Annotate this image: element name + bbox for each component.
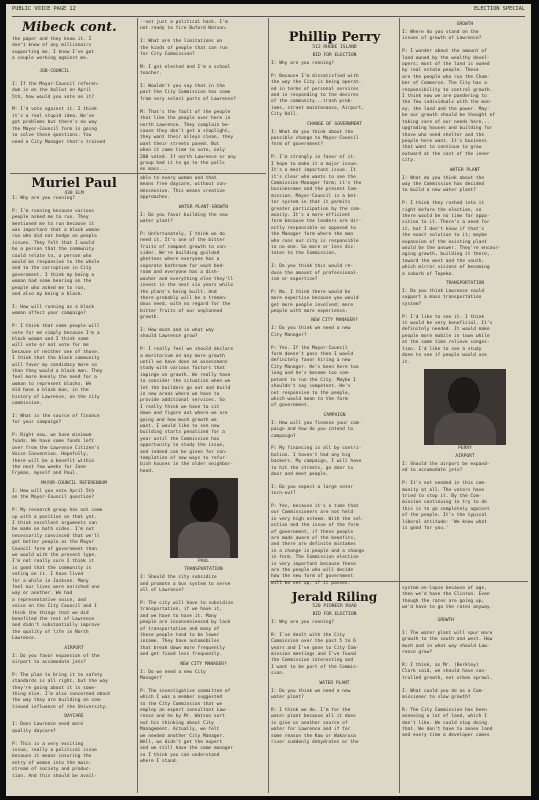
mibeck-body: the paper and they know it. I don't know of any millionairs supporting me. I know I've got a couple working against me. JOB-COUNCIL I: If the Mayor-Council referen- dum is on the ballot on April 5th, how would you vote on it? M: I'd vote against it. I think it's a real stupid idea. We've got problems but there's no way the Mayor-Council form is going to solve those questions. You need a City Manager that's trained — [12, 37, 106, 145]
page-header — [12, 6, 525, 17]
column-rule — [268, 18, 269, 793]
section-head-referendum: MAYOR-COUNCIL REFERENDUM — [41, 480, 107, 486]
perry-growth-body-2: I: What do you think about the way the Commission has decided to build a new water plant? P: I think they rushed into it right before the election, so there would be no time for oppo- sition to it. There's a need for it, but I don't know if that's the exact solution to it; maybe expansion of the existing plant would be the answer. They're encour- aging growth, building it there, toward the west and the south, which mirror visions of becoming a suburb of Topeka. — [402, 175, 501, 277]
phillip-perry-body-4: I: How will you finance your cam- paign and how do you intend to campaign? P: My financing is all by contri- bution. I haven't had any big backers. My campaign, I will have to hit the streets, go door to door and meet people. I: Do you expect a large voter turn-out? P: Yes, because it's a time that our Commissioners are not held in very high esteem. With the sel- ection and the issue of the form of government, if these people are made aware of the benefits, and there are definite mistakes in a change in people and a change in form. The Commission election is very important because these are the people who will decide how the new form of government will be set up, if it passes. — [271, 420, 365, 586]
section-head-airport: AIRPORT — [64, 645, 84, 651]
jerald-riling-body-1: I: Why are you running? R: I've dealt with the City Commission over the past 5 to 6 years and I've gone to City Com- mission meetings and I've found the Commission interesting and I want to be part of the Commis- sion. — [271, 620, 359, 677]
jerald-riling-article-continued — [402, 586, 528, 794]
phillip-perry-body-3: I: Do you think we need a new City Manager? P: Yes. If the Mayor-Council form doesn't pass then I would definitely favor hiring a new City Manager. He's been here too long and he's become too com- petent to run the City. Maybe I shouldn't say competent. He's not responsive to the people, which would mean to the form of government. — [271, 326, 359, 409]
jerald-riling-headline: Jerald Riling — [291, 590, 378, 604]
mibeck-headline: Mibeck cont. — [22, 20, 117, 35]
phillip-perry-article — [271, 20, 398, 586]
mibeck-article — [12, 20, 136, 172]
section-head-daycare: DAYCARE — [64, 714, 84, 720]
mibeck-continued-body: --not just a political hack. I'm not ready to fire Buford Watson. I: What are the limitations on the kinds of people that can run for City Commission? M: I got elected and I'm a school teacher. I: Wouldn't you say that in the past the City Commission has come from very select parts of Lawrence? M: That's the fault of the people that like the people over here in north Lawrence. They complain be- cause they don't get a stoplight, they want their alleys clean, they want their streets paved. But when it came time to vote, only 200 voted. If north Lawrence or any group had it to go to the polls en mass... — [140, 20, 236, 173]
muriel-paul-cont-body-4: I: Do we need a new City Manager? P: The investigative committee of which I was a member suggested to the City Commission that we employ an expert consultant Law- rence and he by Mr. Watson sort out his thinking about City Management. Actually, we felt we needed another City Manager. Well, we didn't get the expert and we still have the same manager so I think you can understand where I stand. — [140, 669, 234, 765]
portrait-head-shape — [190, 488, 218, 522]
jerald-riling-address: 520 PIONEER ROAD — [312, 604, 357, 609]
column-rule — [137, 18, 138, 793]
muriel-paul-article-continued — [140, 176, 267, 794]
perry-growth-body-1: I: Where do you stand on the issues of growth of Lawrence? P: I wonder about the amount of land owned by the wealthy devel- opers; most of the land is owned by real estate people. These are the people who run the Cham- ber of Commerce. The City has a responsibility to control growth. I think now we are pandering to the few individuals with the mon- ey, the land and the power. May- be our growth should be thought of taking care of our needs here... upgrading houses and building for those who need shelter and the people here want. It's business that want to continue to grow outward at the cost of the inner city. — [402, 30, 496, 164]
muriel-paul-body-4: I: Does Lawrence need more quality daycare? P: This is a very exciting issue, really a political issue because it means insuring the entry of women into the main- stream of society and produc- tion. And this should be avail- — [12, 722, 97, 779]
section-head-change-of-government: CHANGE OF GOVERNMENT — [307, 121, 362, 127]
perry-growth-body-3: I: Do you think Lawrence could support a mass transportation system? P: I'd like to see it. I think it would be very beneficial. It's definitely needed. It would make people more mobile in town while at the same time relieve conges- tion. I'd like to see a study done to see if people would use it. — [402, 289, 493, 365]
column-rule — [399, 18, 400, 793]
muriel-paul-article — [12, 176, 136, 794]
section-head-water-plant-growth: WATER PLANT-GROWTH — [178, 204, 229, 210]
jerald-riling-body-2: I: Do you think we need a new water plant? R: I think we do. I'm for the water plant because all it does is give us another source of water for Lawrence and if for some reason the Kaw or Wakarusa river suddenly dehydrates or the — [271, 688, 359, 745]
muriel-paul-body-1: I: Why are you running? P: I'm running because various people asked me to run. They mentioned me to run because it was important that a black woman run who did not hedge on people issues. They felt that I would be a person that the community could relate to, a person who would be responsive to the whole and to the corruption in City government. I think my being a woman had some bearing on the people who asked me to run, and also my being a black. I: How will running as a black woman affect your campaign? P: I think that some people will vote for me simply because I'm a black woman and I think some will vote or not vote for me because of neither one of those. I think that the black community will favor my candidacy more so than they would a black man. They feel more keenly the need for a woman to represent blacks. We did have a black man, in the history of Lawrence, on the city commission. I: What is the source of finance for your campaign? P: Right now, we have minimum funds. We have some funds left over from the Lawrence Citizen's Voice Convention. Hopefully, there will be a benefit within the next few weeks for Jane Fryman, myself and Paul. — [12, 196, 103, 477]
jerald-riling-article — [271, 584, 398, 794]
newspaper-page — [6, 4, 531, 796]
portrait-shoulders-shape — [178, 522, 230, 558]
muriel-paul-body-2: I: How will you vote April 5th on the Mayor-Council question? P: My research group has not come up with a position on that yet. I think excellent arguments can be made on both sides. I'm not necessarily convinced that we'll get better people as the Mayor Council form of government than we would with the present type. I'm not really sure I think it is good that the community is voting on it. I have lived for a while in Jackson. Many feel our lives were enriched one way or another. We had a representative voice, and voice on the City Council and I think the things that we did benefited the rest of Lawrence and didn't substantially improve the quality of life in North Lawrence. — [12, 488, 103, 642]
perry-growth-body-4: I: Should the airport be expand- ed to accomodate jets? P: It's not needed in this com- munity at all. The voters have tried to stop it. By the Com- mission continuing to try to do this is to go completely against of the people. It's the typical liberal attitude: 'We know what is good for you.' — [402, 461, 490, 531]
section-head-campaign: CAMPAIGN — [323, 412, 346, 418]
muriel-paul-body-3: I: Do you favor expansion of the airport to accomodate jets? P: The plan to bring it to safety standards is all right, but the way they're going about it is some- thing else. I'm also concerned about the way they are building on com- tinued influence of the University. — [12, 653, 111, 710]
header-right: ELECTION SPECIAL — [473, 6, 525, 12]
section-head-transportation: TRANSPORTATION — [445, 281, 485, 287]
phillip-perry-article-continued — [402, 20, 528, 580]
section-head-new-city-manager: NEW CITY MANAGER? — [311, 318, 358, 324]
portrait-head-shape — [448, 377, 480, 415]
section-head-growth: GROWTH — [456, 22, 474, 27]
section-head-new-city-manager: NEW CITY MANAGER? — [180, 661, 227, 667]
phillip-perry-address: 512 RHODE ISLAND — [312, 45, 357, 50]
mibeck-article-continued — [140, 20, 267, 172]
section-head-bid-for-election: BID FOR ELECTION — [312, 612, 357, 617]
muriel-paul-photo-caption: PAUL — [198, 559, 209, 565]
muriel-paul-cont-body-2: I: Do you favor building the new water plant? P: Unfortunately, I think we do need it. It's one of the bitter fruits of rampant growth to con- sider. We're building guilded ghettoes where everyone has a separate bathroom for each bed- room and everyone has a dish- washer and everything else they'll invest in the next six years while the plant's being built. And there probably will be a tremen- dous need, with no regard for the bitter fruits of our unplanned growth. I: How much and in what way should Lawrence grow? P: I really feel we should declare a moritorium on any more growth until we have done an assessment study with various factors that impinge on growth. We really have to consider the situation when we let the builders go out and build in new areas where we have to provide additional services. So I really think we have to sit down and figure out where we are going and how much growth we want. I would like to see new building starts penalized for a year until the Commission has opportunity to study the issue, and indeed can be given for con- templation of new ways to refur- bish houses in the older neighbor- hood. — [140, 212, 234, 474]
header-left: PUBLIC VOICE PAGE 12 — [12, 6, 76, 12]
muriel-paul-cont-body-1: able to every woman and that means free daycare, without con- descension. This means creative approaches. — [140, 176, 228, 201]
section-head-airport: AIRPORT — [455, 453, 475, 459]
muriel-paul-photo — [170, 478, 238, 558]
section-head-water-plant: WATER PLANT — [319, 680, 350, 686]
phillip-perry-body-2: I: What do you think about the possible change to Mayor-Council form of government? P: I'm strongly in favor of it. I hope to make it a major issue. It's a most important issue. It it's clear who wants to see the Commission-Manager form; it's the businessmen and the present Com- mission. Mayor-Council is a bet- ter system in that it permits greater participation by the com- munity. It's a more efficient form because the leaders are dir- ectly responsible as opposed to the Manager form where the man who runs our city is responsible to no one. So more or less dic- tates to the Commission. I: Do you think this would re- duce the amount of professional- ism or expertise? P: No. I think there would be more expertise because you would get more people involved; more people with more experience. — [271, 129, 362, 315]
phillip-perry-body-1: I: Why are you running? P: Because I'm dissatisfied with the way the City is being operat- ed in terms of personal services and in responding to the desires of the community...trash prob- lems, street maintenance, Airport, City Hall. — [271, 61, 365, 118]
section-head-bid-for-election: BID FOR ELECTION — [312, 53, 357, 58]
phillip-perry-photo-caption: PERRY — [458, 445, 472, 451]
muriel-paul-cont-body-3: I: Should the city subsidize and promote a bus system to serve all of Lawrence? P: The city will have to subsidize transportation, if we have it, and we have to have it. Many people are inconvenienced by lack of transportation and many of these people tend to be lower income. They have automobiles that break down more frequently and get fixed less frequently. — [140, 575, 234, 658]
section-head-water-plant: WATER PLANT — [449, 167, 481, 173]
phillip-perry-photo — [424, 369, 506, 445]
muriel-paul-headline: Muriel Paul — [31, 176, 117, 191]
section-head-transportation: TRANSPORTATION — [184, 567, 223, 573]
muriel-paul-address: 438 ELM — [64, 191, 84, 196]
phillip-perry-headline: Phillip Perry — [288, 30, 381, 45]
jerald-riling-continued-body: system on-lapse because of age, then we'd have the Clinton. Even though the rates are going up, we'd have to go the rates anyway. GROWTH I: The water plant will spur more growth to the south and west. How much and in what way should Law- rence grow? R: I think, as Mr. (Berkley) Clark said, we should have con- trolled growth, not urban sprawl. I: What could you do as a Com- missioner to slow growth? R: The City Commission has been annexing a lot of land, which I don't like. We could stop doing that. We don't have to annex land and every time a developer comes — [402, 586, 493, 739]
portrait-shoulders-shape — [434, 413, 496, 445]
